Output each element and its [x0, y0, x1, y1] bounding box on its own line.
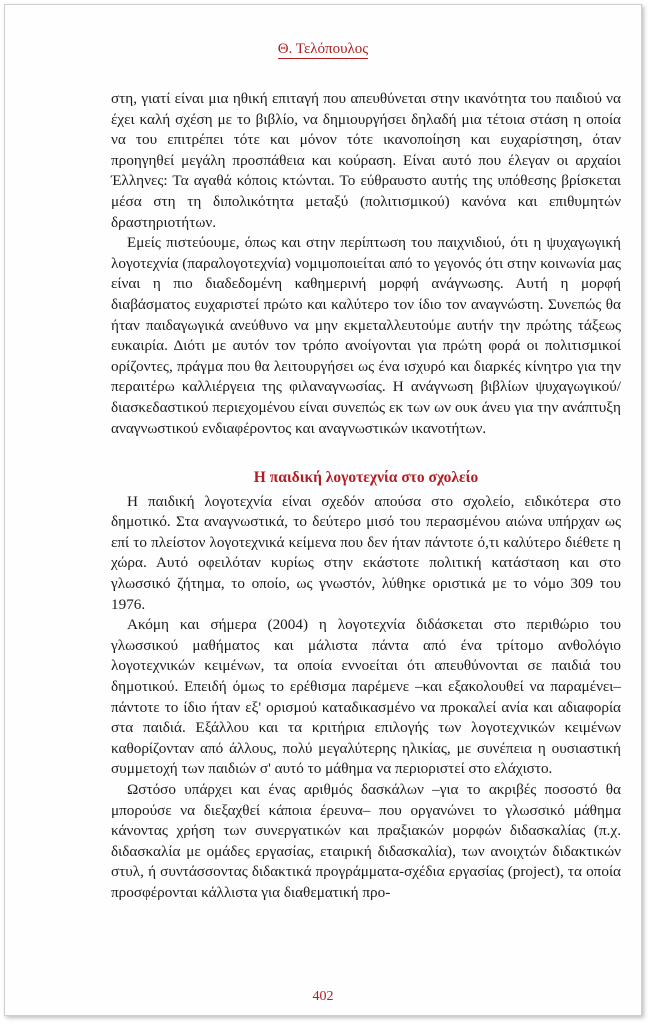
paragraph: Ωστόσο υπάρχει και ένας αριθμός δασκάλων –για το ακριβές ποσοστό θα μπορούσε να διεξαχθεί κάποια έρευνα– που οργανώνει το γλωσσικό μάθημα κάνοντας χρήση των συνεργατικών και πραξιακών μορφών διδασκαλίας (π.χ. διδασκαλία με ομάδες εργασίας, εταιρική διδασκαλία), των ανοιχτών διδακτικών στυλ, ή συντάσσοντας διδακτικά προγράμματα-σχέδια εργασίας (project), τα οποία προσφέρονται κάλλιστα για διαθεματική προ- — [111, 781, 621, 901]
author-name: Θ. Τελόπουλος — [277, 41, 369, 57]
paragraph: Εμείς πιστεύουμε, όπως και στην περίπτωση του παιχνιδιού, ότι η ψυχαγωγική λογοτεχνία (παραλογοτεχνία) νομιμοποιείται από το γεγονός ότι στην κοινωνία μας είναι η πιο διαδεδομένη καθημερινή μορφή ανάγνωσης. Αυτή η μορφή διαβάσματος ευχαριστεί πρώτο και καλύτερο τον ίδιο τον αναγνώστη. Συνεπώς θα ήταν παιδαγωγικά ανεύθυνο να μην εκμεταλλευτούμε αυτήν την πρώτης τάξεως ευκαιρία. Διότι με αυτόν τον τρόπο ανοίγονται για πρώτη φορά οι πολιτισμικοί ορίζοντες, πράγμα που θα λειτουργήσει ως ένα ισχυρό και διαρκές κίνητρο για την περαιτέρω καλλιέργεια της φιλαναγνωσίας. Η ανάγνωση βιβλίων ψυχαγωγικού/διασκεδαστικού περιεχομένου είναι συνεπώς εκ των ων ουκ άνευ για την ανάπτυξη αναγνωστικού ενδιαφέροντος και αναγνωστικών ικανοτήτων. — [111, 234, 621, 437]
paragraph: Ακόμη και σήμερα (2004) η λογοτεχνία διδάσκεται στο περιθώριο του γλωσσικού μαθήματος και μάλιστα πάντα από ένα τρίτομο ανθολόγιο λογοτεχνικών κειμένων, τα οποία εννοείται ότι απευθύνονται σε παιδιά του δημοτικού. Επειδή όμως το ερέθισμα παρέμενε –και εξακολουθεί να παραμένει– πάντοτε το ίδιο ήταν εξ' ορισμού καταδικασμένο να προκαλεί ανία και αδιαφορία στα παιδιά. Εξάλλου και τα κριτήρια επιλογής των λογοτεχνικών κειμένων καθορίζονταν από άλλους, πολύ μεγαλύτερης ηλικίας, με συνέπεια η ουσιαστική συμμετοχή των παιδιών σ' αυτό το μάθημα να περιοριστεί στο ελάχιστο. — [111, 616, 621, 778]
body-text — [111, 89, 621, 904]
section-heading: Η παιδική λογοτεχνία στο σχολείο — [253, 469, 479, 487]
paragraph: στη, γιατί είναι μια ηθική επιταγή που απευθύνεται στην ικανότητα του παιδιού να έχει καλή σχέση με το βιβλίο, να δημιουργήσει δηλαδή μια τέτοια στάση η οποία να του επιτρέπει τότε και μόνον τότε ικανοποίηση και ευχαρίστηση, όταν προηγηθεί μεγάλη προσπάθεια και κούραση. Είναι αυτό που έλεγαν οι αρχαίοι Έλληνες: Τα αγαθά κόποις κτώνται. Το εύθραυστο αυτής της υπόθεσης βρίσκεται μέσα στη τη διπολικότητα μεταξύ (πολιτισμικού) κανόνα και επιθυμητών δραστηριοτήτων. — [111, 90, 621, 231]
book-page — [4, 4, 642, 1016]
paragraph: Η παιδική λογοτεχνία είναι σχεδόν απούσα στο σχολείο, ειδικότερα στο δημοτικό. Στα αναγνωστικά, το δεύτερο μισό του περασμένου αιώνα υπήρχαν ως επί το πλείστον λογοτεχνικά κείμενα που δεν ήταν πάντοτε ό,τι καλύτερο διέθετε η χώρα. Αυτό οφειλόταν κυρίως στην εκάστοτε πολιτική κατάσταση και στο γλωσσικό ζήτημα, το οποίο, ως γνωστόν, λύθηκε οριστικά με το νόμο 309 του 1976. — [111, 492, 621, 613]
running-head — [5, 41, 641, 58]
page-number: 402 — [312, 989, 334, 1004]
